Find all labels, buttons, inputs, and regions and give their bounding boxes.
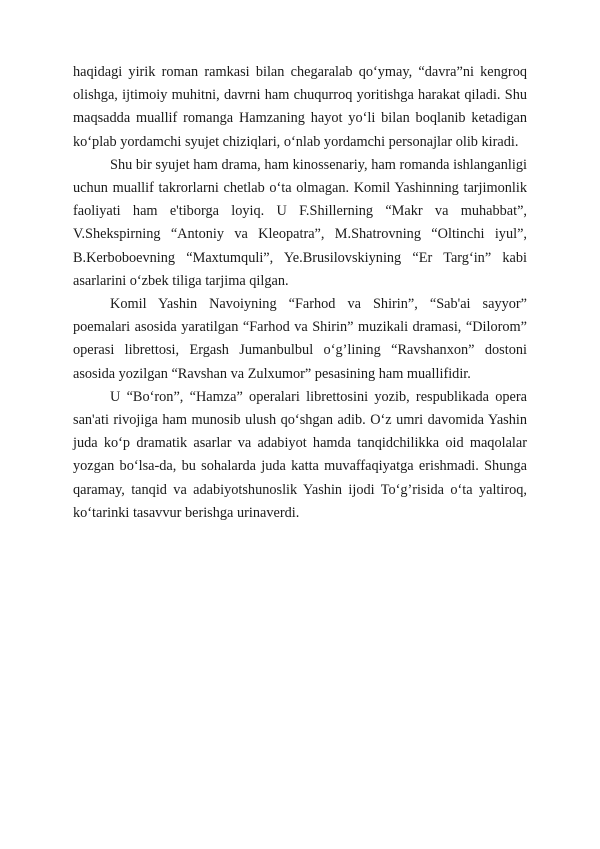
paragraph-opera-legacy: U “Bo‘ron”, “Hamza” operalari librettosini yozib, respublikada opera san'ati rivojiga ham munosib ulush qo‘shgan adib. O‘z umri davomida Yashin juda ko‘p dramatik asarlar va adabiyot hamda tanqidchilikka oid maqolalar yozgan bo‘lsa-da, bu sohalarda juda katta muvaffaqiyatga erishmadi. Shunga qaramay, tanqid va adabiyotshunoslik Yashin ijodi To‘g’risida o‘ta yaltiroq, ko‘tarinki tasavvur berishga urinaverdi. — [73, 388, 527, 521]
paragraph-continuation: haqidagi yirik roman ramkasi bilan chegaralab qo‘ymay, “davra”ni kengroq olishga, ijtimoiy muhitni, davrni ham chuqurroq yoritishga harakat qiladi. Shu maqsadda muallif romanga Hamzaning hayot yo‘li bilan boqlanib ketadigan ko‘plab yordamchi syujet chiziqlari, o‘nlab yordamchi personajlar olib kiradi. — [73, 64, 527, 150]
paragraph-translation-work: Shu bir syujet ham drama, ham kinossenariy, ham romanda ishlanganligi uchun muallif takrorlarni chetlab o‘ta olmagan. Komil Yashinning tarjimonlik faoliyati ham e'tiborga loyiq. U F.Shillerning “Makr va muhabbat”, V.Shekspirning “Antoniy va Kleopatra”, M.Shatrovning “Oltinchi iyul”, B.Kerboboevning “Maxtumquli”, Ye.Brusilovskiyning “Er Targ‘in” kabi asarlarini o‘zbek tiliga tarjima qilgan. — [73, 156, 527, 289]
paragraph-libretto-drama: Komil Yashin Navoiyning “Farhod va Shirin”, “Sab'ai sayyor” poemalari asosida yaratilgan “Farhod va Shirin” muzikali dramasi, “Dilorom” operasi librettosi, Ergash Jumanbulbul o‘g’lining “Ravshanxon” dostoni asosida yozilgan “Ravshan va Zulxumor” pesasining ham muallifidir. — [73, 296, 527, 382]
